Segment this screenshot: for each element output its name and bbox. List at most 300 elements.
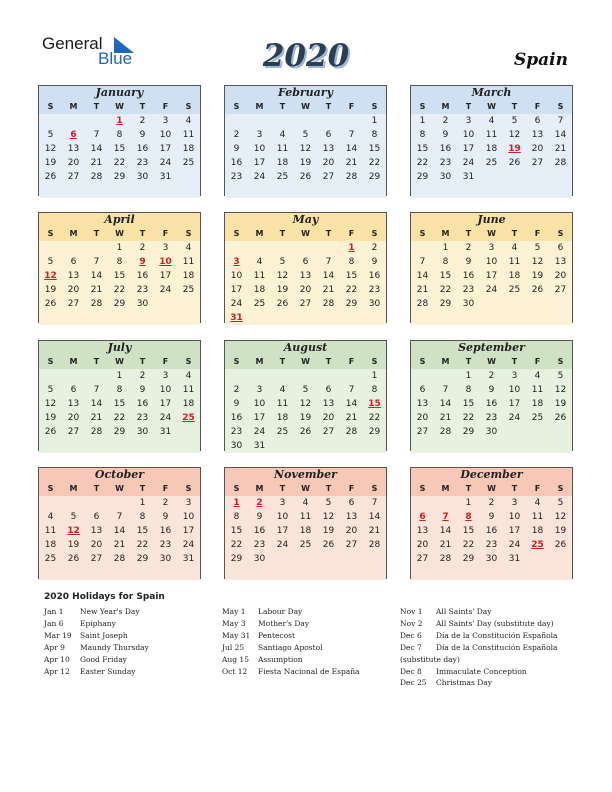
day-cell: 15 bbox=[416, 144, 429, 154]
day-cell: 14 bbox=[554, 130, 567, 140]
day-cell: 29 bbox=[113, 427, 126, 437]
holiday-name: Good Friday bbox=[80, 654, 127, 664]
day-cell: 9 bbox=[233, 144, 240, 154]
day-cell: 6 bbox=[348, 498, 355, 508]
day-cell: 15 bbox=[368, 399, 381, 409]
holiday-row bbox=[400, 618, 557, 630]
day-cell: 8 bbox=[465, 512, 472, 522]
day-cell: 8 bbox=[116, 385, 123, 395]
day-cell: 18 bbox=[276, 413, 289, 423]
holiday-row bbox=[44, 642, 149, 654]
empty-cell bbox=[340, 552, 363, 566]
day-cell: 27 bbox=[299, 299, 312, 309]
day-cell: 14 bbox=[90, 144, 103, 154]
weekday-label: S bbox=[185, 484, 192, 493]
weekday-label: S bbox=[47, 102, 54, 111]
empty-cell bbox=[526, 425, 549, 439]
day-cell: 28 bbox=[345, 427, 358, 437]
empty-cell bbox=[248, 184, 271, 198]
month-january bbox=[38, 85, 201, 196]
day-cell: 26 bbox=[67, 554, 80, 564]
empty-cell bbox=[39, 439, 62, 453]
holiday-name: Día de la Constitución Española bbox=[436, 642, 558, 652]
month-july bbox=[38, 340, 201, 451]
day-cell: 28 bbox=[416, 299, 429, 309]
weekday-header bbox=[411, 482, 572, 496]
empty-cell bbox=[317, 552, 340, 566]
day-cell: 11 bbox=[182, 257, 195, 267]
empty-cell bbox=[271, 552, 294, 566]
empty-cell bbox=[317, 114, 340, 128]
day-cell: 1 bbox=[233, 498, 240, 508]
day-cell: 12 bbox=[44, 399, 57, 409]
day-cell: 3 bbox=[256, 385, 263, 395]
day-cell: 5 bbox=[534, 243, 541, 253]
empty-cell bbox=[271, 369, 294, 383]
month-september bbox=[410, 340, 573, 451]
empty-cell bbox=[480, 566, 503, 580]
day-cell: 12 bbox=[44, 271, 57, 281]
day-cell: 21 bbox=[90, 413, 103, 423]
day-cell: 29 bbox=[230, 554, 243, 564]
holiday-row bbox=[222, 630, 360, 642]
empty-cell bbox=[131, 439, 154, 453]
day-cell: 24 bbox=[253, 427, 266, 437]
day-cell: 21 bbox=[439, 540, 452, 550]
empty-cell bbox=[526, 552, 549, 566]
weekday-label: W bbox=[115, 484, 124, 493]
holiday-row bbox=[222, 666, 360, 678]
empty-cell bbox=[480, 311, 503, 325]
day-cell: 9 bbox=[256, 512, 263, 522]
day-cell: 7 bbox=[325, 257, 332, 267]
holiday-name: Christmas Day bbox=[436, 678, 492, 688]
weekday-label: W bbox=[301, 357, 310, 366]
weekday-header bbox=[39, 482, 200, 496]
day-cell: 6 bbox=[325, 385, 332, 395]
day-cell: 11 bbox=[276, 399, 289, 409]
weekday-label: T bbox=[139, 484, 146, 493]
holiday-name: New Year's Day bbox=[80, 607, 140, 616]
holiday-name: Mother's Day bbox=[258, 618, 310, 628]
day-cell: 31 bbox=[159, 427, 172, 437]
day-cell: 16 bbox=[368, 271, 381, 281]
day-cell: 24 bbox=[508, 540, 521, 550]
day-cell: 23 bbox=[485, 413, 498, 423]
empty-cell bbox=[526, 439, 549, 453]
day-cell: 19 bbox=[554, 399, 567, 409]
day-cell: 28 bbox=[345, 172, 358, 182]
month-title: April bbox=[39, 213, 200, 227]
day-cell: 20 bbox=[531, 144, 544, 154]
day-cell: 4 bbox=[511, 243, 518, 253]
day-cell: 8 bbox=[139, 512, 146, 522]
weekday-label: S bbox=[557, 229, 564, 238]
weekday-label: M bbox=[255, 484, 264, 493]
day-cell: 30 bbox=[253, 554, 266, 564]
empty-cell bbox=[225, 184, 248, 198]
day-cell: 30 bbox=[439, 172, 452, 182]
day-cell: 24 bbox=[182, 540, 195, 550]
weekday-label: T bbox=[139, 102, 146, 111]
weekday-label: S bbox=[47, 357, 54, 366]
day-cell: 28 bbox=[90, 299, 103, 309]
empty-cell bbox=[317, 184, 340, 198]
day-grid bbox=[39, 114, 200, 198]
day-grid bbox=[411, 369, 572, 453]
month-title: September bbox=[411, 341, 572, 355]
empty-cell bbox=[480, 184, 503, 198]
holiday-row bbox=[400, 642, 557, 654]
weekday-label: T bbox=[325, 102, 332, 111]
holiday-name: All Saints' Day (substitute day) bbox=[436, 618, 554, 628]
day-cell: 28 bbox=[90, 427, 103, 437]
day-cell: 4 bbox=[185, 371, 192, 381]
month-title: January bbox=[39, 86, 200, 100]
weekday-label: S bbox=[419, 357, 426, 366]
weekday-label: M bbox=[69, 484, 78, 493]
day-cell: 5 bbox=[511, 116, 518, 126]
day-cell: 13 bbox=[90, 526, 103, 536]
day-cell: 4 bbox=[534, 371, 541, 381]
weekday-label: W bbox=[115, 102, 124, 111]
empty-cell bbox=[177, 311, 200, 325]
empty-cell bbox=[225, 566, 248, 580]
holiday-row bbox=[400, 677, 557, 689]
day-cell: 17 bbox=[253, 158, 266, 168]
day-cell: 16 bbox=[485, 526, 498, 536]
weekday-label: S bbox=[557, 102, 564, 111]
day-cell: 17 bbox=[230, 285, 243, 295]
day-cell: 27 bbox=[554, 285, 567, 295]
empty-cell bbox=[39, 496, 62, 510]
empty-cell bbox=[271, 184, 294, 198]
holiday-name: (substitute day) bbox=[400, 654, 460, 664]
day-cell: 6 bbox=[419, 385, 426, 395]
country-name: Spain bbox=[514, 50, 568, 70]
day-cell: 28 bbox=[322, 299, 335, 309]
holiday-date: Nov 1 bbox=[400, 607, 423, 616]
day-cell: 20 bbox=[554, 271, 567, 281]
day-cell: 9 bbox=[371, 257, 378, 267]
empty-cell bbox=[549, 425, 572, 439]
day-cell: 10 bbox=[230, 271, 243, 281]
weekday-label: W bbox=[115, 229, 124, 238]
empty-cell bbox=[457, 311, 480, 325]
day-cell: 23 bbox=[485, 540, 498, 550]
empty-cell bbox=[503, 566, 526, 580]
empty-cell bbox=[271, 114, 294, 128]
day-cell: 15 bbox=[368, 144, 381, 154]
empty-cell bbox=[39, 114, 62, 128]
day-cell: 25 bbox=[531, 540, 544, 550]
day-cell: 29 bbox=[462, 554, 475, 564]
day-cell: 13 bbox=[299, 271, 312, 281]
day-grid bbox=[411, 114, 572, 198]
day-cell: 5 bbox=[279, 257, 286, 267]
weekday-label: T bbox=[465, 102, 472, 111]
day-cell: 27 bbox=[416, 427, 429, 437]
empty-cell bbox=[549, 552, 572, 566]
day-cell: 6 bbox=[325, 130, 332, 140]
empty-cell bbox=[549, 311, 572, 325]
day-cell: 31 bbox=[182, 554, 195, 564]
empty-cell bbox=[62, 496, 85, 510]
day-cell: 4 bbox=[256, 257, 263, 267]
day-cell: 6 bbox=[419, 512, 426, 522]
day-cell: 30 bbox=[485, 427, 498, 437]
day-cell: 27 bbox=[345, 540, 358, 550]
weekday-label: T bbox=[511, 229, 518, 238]
weekday-label: F bbox=[534, 484, 541, 493]
empty-cell bbox=[294, 552, 317, 566]
day-cell: 29 bbox=[416, 172, 429, 182]
weekday-label: M bbox=[441, 357, 450, 366]
day-cell: 23 bbox=[462, 285, 475, 295]
day-cell: 18 bbox=[508, 271, 521, 281]
day-cell: 15 bbox=[345, 271, 358, 281]
day-cell: 16 bbox=[136, 271, 149, 281]
day-cell: 27 bbox=[67, 172, 80, 182]
day-cell: 31 bbox=[159, 172, 172, 182]
day-cell: 2 bbox=[488, 498, 495, 508]
day-cell: 5 bbox=[302, 385, 309, 395]
day-cell: 19 bbox=[44, 285, 57, 295]
empty-cell bbox=[363, 552, 386, 566]
weekday-label: T bbox=[279, 484, 286, 493]
day-cell: 27 bbox=[322, 172, 335, 182]
day-cell: 30 bbox=[136, 172, 149, 182]
holiday-row bbox=[400, 606, 557, 618]
day-cell: 14 bbox=[113, 526, 126, 536]
day-cell: 30 bbox=[230, 441, 243, 451]
empty-cell bbox=[317, 241, 340, 255]
day-cell: 15 bbox=[439, 271, 452, 281]
weekday-header bbox=[39, 355, 200, 369]
day-cell: 13 bbox=[531, 130, 544, 140]
day-cell: 19 bbox=[508, 144, 521, 154]
day-cell: 27 bbox=[67, 299, 80, 309]
day-cell: 23 bbox=[230, 172, 243, 182]
day-cell: 10 bbox=[462, 130, 475, 140]
day-cell: 20 bbox=[322, 158, 335, 168]
empty-cell bbox=[271, 439, 294, 453]
day-cell: 8 bbox=[442, 257, 449, 267]
weekday-label: W bbox=[487, 484, 496, 493]
day-cell: 12 bbox=[44, 144, 57, 154]
day-cell: 29 bbox=[113, 172, 126, 182]
day-cell: 24 bbox=[485, 285, 498, 295]
day-cell: 21 bbox=[345, 158, 358, 168]
holiday-date: Apr 9 bbox=[44, 642, 65, 652]
empty-cell bbox=[294, 439, 317, 453]
weekday-label: F bbox=[534, 357, 541, 366]
day-cell: 17 bbox=[276, 526, 289, 536]
day-cell: 14 bbox=[368, 512, 381, 522]
empty-cell bbox=[340, 439, 363, 453]
day-cell: 14 bbox=[345, 399, 358, 409]
weekday-label: T bbox=[279, 229, 286, 238]
day-cell: 8 bbox=[465, 385, 472, 395]
day-cell: 10 bbox=[159, 257, 172, 267]
weekday-label: S bbox=[47, 484, 54, 493]
day-cell: 13 bbox=[416, 399, 429, 409]
weekday-label: T bbox=[93, 229, 100, 238]
day-cell: 17 bbox=[159, 144, 172, 154]
day-cell: 2 bbox=[139, 243, 146, 253]
empty-cell bbox=[154, 566, 177, 580]
weekday-label: T bbox=[93, 102, 100, 111]
day-cell: 21 bbox=[554, 144, 567, 154]
empty-cell bbox=[108, 496, 131, 510]
day-cell: 1 bbox=[116, 243, 123, 253]
day-cell: 15 bbox=[462, 399, 475, 409]
holiday-name: Santiago Apostol bbox=[258, 642, 323, 652]
day-cell: 19 bbox=[44, 413, 57, 423]
empty-cell bbox=[85, 114, 108, 128]
empty-cell bbox=[526, 566, 549, 580]
day-cell: 10 bbox=[159, 130, 172, 140]
holiday-date: Jul 25 bbox=[222, 642, 245, 652]
day-cell: 30 bbox=[462, 299, 475, 309]
day-cell: 4 bbox=[279, 130, 286, 140]
day-grid bbox=[39, 369, 200, 453]
empty-cell bbox=[248, 566, 271, 580]
empty-cell bbox=[480, 297, 503, 311]
calendar-year: 2020 bbox=[262, 38, 350, 74]
day-cell: 31 bbox=[230, 313, 243, 323]
day-cell: 6 bbox=[70, 130, 77, 140]
empty-cell bbox=[317, 566, 340, 580]
day-cell: 22 bbox=[368, 413, 381, 423]
day-cell: 18 bbox=[182, 399, 195, 409]
day-cell: 8 bbox=[116, 257, 123, 267]
day-cell: 2 bbox=[256, 498, 263, 508]
weekday-label: F bbox=[162, 102, 169, 111]
day-cell: 16 bbox=[136, 399, 149, 409]
weekday-label: F bbox=[348, 229, 355, 238]
empty-cell bbox=[457, 566, 480, 580]
holiday-row bbox=[44, 654, 149, 666]
day-cell: 26 bbox=[44, 299, 57, 309]
holiday-date: May 31 bbox=[222, 630, 251, 640]
day-cell: 13 bbox=[322, 399, 335, 409]
month-may bbox=[224, 212, 387, 323]
day-cell: 31 bbox=[462, 172, 475, 182]
weekday-header bbox=[225, 482, 386, 496]
day-cell: 15 bbox=[113, 144, 126, 154]
holiday-name: All Saints' Day bbox=[436, 607, 492, 616]
day-cell: 12 bbox=[299, 144, 312, 154]
day-cell: 21 bbox=[416, 285, 429, 295]
empty-cell bbox=[39, 311, 62, 325]
day-cell: 1 bbox=[465, 371, 472, 381]
day-cell: 1 bbox=[139, 498, 146, 508]
empty-cell bbox=[340, 369, 363, 383]
month-june bbox=[410, 212, 573, 323]
day-cell: 24 bbox=[159, 285, 172, 295]
day-cell: 24 bbox=[276, 540, 289, 550]
holiday-date: Jan 1 bbox=[44, 607, 64, 616]
day-cell: 10 bbox=[276, 512, 289, 522]
day-cell: 3 bbox=[465, 116, 472, 126]
day-cell: 21 bbox=[439, 413, 452, 423]
day-cell: 14 bbox=[90, 271, 103, 281]
holiday-date: Aug 15 bbox=[222, 654, 249, 664]
weekday-label: S bbox=[371, 484, 378, 493]
day-cell: 4 bbox=[185, 116, 192, 126]
day-cell: 21 bbox=[322, 285, 335, 295]
day-cell: 7 bbox=[557, 116, 564, 126]
month-title: July bbox=[39, 341, 200, 355]
day-cell: 13 bbox=[322, 144, 335, 154]
weekday-label: S bbox=[419, 484, 426, 493]
month-december bbox=[410, 467, 573, 579]
day-grid bbox=[225, 496, 386, 580]
day-cell: 22 bbox=[439, 285, 452, 295]
empty-cell bbox=[434, 369, 457, 383]
day-cell: 23 bbox=[253, 540, 266, 550]
day-cell: 30 bbox=[136, 299, 149, 309]
empty-cell bbox=[225, 241, 248, 255]
holiday-row bbox=[44, 618, 149, 630]
empty-cell bbox=[177, 425, 200, 439]
day-cell: 14 bbox=[439, 526, 452, 536]
day-cell: 7 bbox=[442, 385, 449, 395]
weekday-label: S bbox=[233, 484, 240, 493]
day-cell: 21 bbox=[368, 526, 381, 536]
weekday-label: M bbox=[255, 357, 264, 366]
day-cell: 13 bbox=[416, 526, 429, 536]
holiday-column bbox=[400, 606, 557, 689]
day-cell: 11 bbox=[508, 257, 521, 267]
day-cell: 19 bbox=[67, 540, 80, 550]
empty-cell bbox=[457, 439, 480, 453]
day-cell: 18 bbox=[182, 271, 195, 281]
day-cell: 22 bbox=[416, 158, 429, 168]
weekday-label: S bbox=[47, 229, 54, 238]
empty-cell bbox=[131, 566, 154, 580]
empty-cell bbox=[411, 566, 434, 580]
empty-cell bbox=[39, 241, 62, 255]
empty-cell bbox=[108, 184, 131, 198]
weekday-header bbox=[411, 355, 572, 369]
day-cell: 9 bbox=[139, 257, 146, 267]
empty-cell bbox=[340, 566, 363, 580]
day-cell: 19 bbox=[531, 271, 544, 281]
holiday-name: Pentecost bbox=[258, 630, 296, 640]
day-cell: 13 bbox=[67, 271, 80, 281]
day-cell: 11 bbox=[531, 512, 544, 522]
empty-cell bbox=[549, 566, 572, 580]
day-cell: 17 bbox=[508, 399, 521, 409]
day-cell: 17 bbox=[485, 271, 498, 281]
month-title: August bbox=[225, 341, 386, 355]
day-cell: 22 bbox=[113, 285, 126, 295]
empty-cell bbox=[434, 184, 457, 198]
day-cell: 27 bbox=[90, 554, 103, 564]
month-october bbox=[38, 467, 201, 579]
day-cell: 16 bbox=[485, 399, 498, 409]
day-cell: 1 bbox=[371, 371, 378, 381]
day-cell: 9 bbox=[465, 257, 472, 267]
weekday-label: S bbox=[233, 102, 240, 111]
day-cell: 3 bbox=[162, 116, 169, 126]
weekday-label: M bbox=[441, 484, 450, 493]
empty-cell bbox=[411, 184, 434, 198]
day-cell: 18 bbox=[531, 399, 544, 409]
day-cell: 1 bbox=[419, 116, 426, 126]
